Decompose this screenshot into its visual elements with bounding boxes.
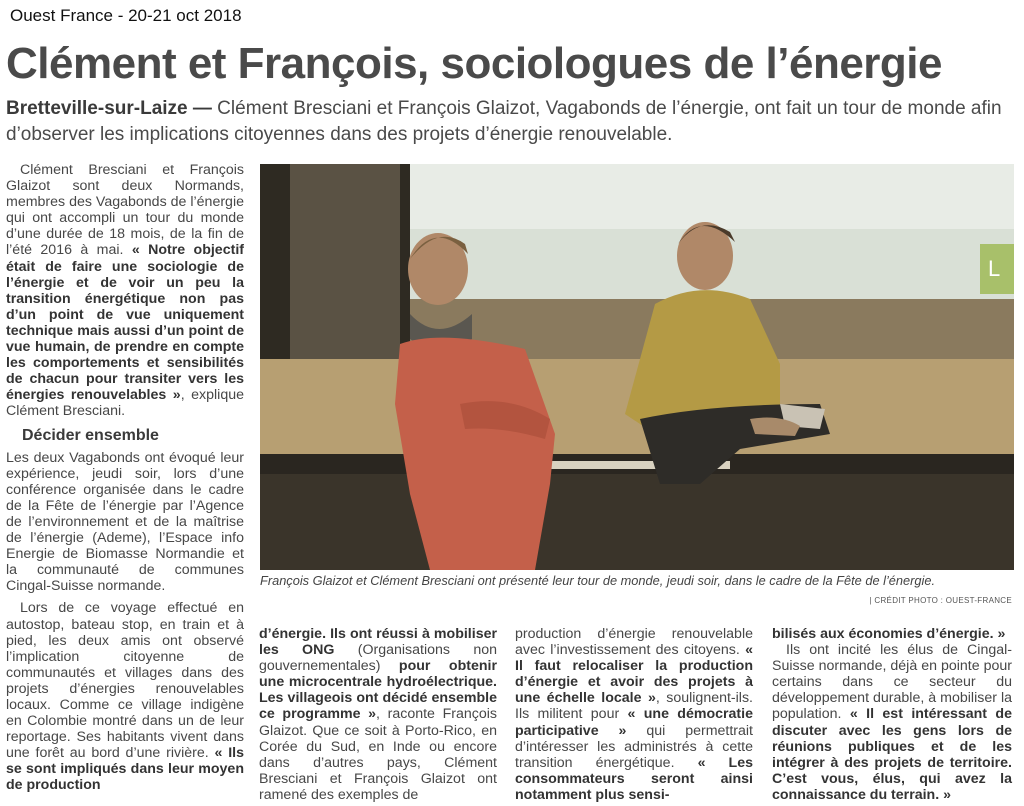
column-2-text (259, 626, 497, 803)
screen-letter: L (988, 256, 1001, 281)
article-column-4 (772, 626, 1012, 803)
lede-text: Clément Bresciani et François Glaizot, Vagabonds de l’énergie, ont fait un tour de monde afin d’observer les implications citoyennes dans des projets d’énergie renouvelable. (6, 98, 1002, 145)
photo-two-speakers (260, 164, 1014, 570)
article-photo (260, 164, 1014, 570)
col4-bold-a: bilisés aux économies d’énergie. » (772, 626, 1006, 642)
photo-credit: | CRÉDIT PHOTO : OUEST-FRANCE (869, 596, 1012, 605)
column-4-end-quote (772, 626, 1012, 642)
col2-bold-c: pour obtenir une microcentrale hydroélectrique. Les villageois ont décidé ensemble ce programme » (259, 658, 497, 723)
paragraph-voyage (6, 600, 244, 793)
lede (6, 96, 1016, 148)
intro-text: Clément Bresciani et François Glaizot sont deux Normands, membres des Vagabonds de l’énergie qui ont accompli un tour du monde d’une durée de 18 mois, de la fin de l’été 2016 à mai. (6, 162, 244, 259)
intro-quote: « Notre objectif était de faire une sociologie de l’énergie et de voir un peu la transition énergétique non pas d’un point de vue uniquement technique mais aussi d’un point de vue humain, de prendre en compte les comportements et sensibilités de chacun pour transiter vers les énergies renouvelables » (6, 242, 244, 404)
article-column-2 (259, 626, 497, 803)
headline: Clément et François, sociologues de l’énergie (6, 39, 942, 88)
voyage-text: Lors de ce voyage effectué en autostop, bateau stop, en train et à pied, les deux amis ont observé l’implication citoyenne de communautés et villages dans des projets d’énergies renouvelables locaux. Comme ce village indigène en Colombie montré dans un de leur reportage. Ses habitants vivent dans une forêt au bord d’une rivière. (6, 600, 244, 762)
col3-text-e: qui permettrait d’intéresser les administrés à cette transition énergétique. (515, 722, 753, 771)
lede-place: Bretteville-sur-Laize — (6, 98, 212, 119)
photo-caption: François Glaizot et Clément Bresciani ont présenté leur tour de monde, jeudi soir, dans le cadre de la Fête de l’énergie. (260, 573, 936, 588)
newspaper-source: Ouest France - 20-21 oct 2018 (10, 6, 242, 25)
intro-attribution: , explique Clément Bresciani. (6, 387, 245, 420)
col2-text-d: , raconte François Glaizot. Que ce soit à Porto-Rico, en Corée du Sud, en Inde ou encore dans d’autres pays, Clément Bresciani et François Glaizot ont ramené des exemples de (259, 706, 497, 803)
article-column-3 (515, 626, 753, 803)
col2-text-b: (Organisations non gouvernementales) (259, 642, 497, 675)
col4-quote-c: « Il est intéressant de discuter avec les gens lors de réunions publiques et de les intégrer à des projets de territoire. C’est vous, élus, qui avez la connaissance du terrain. » (772, 706, 1012, 803)
paragraph-intro (6, 162, 244, 420)
col3-quote-f: « Les consommateurs seront ainsi notamment plus sensi- (515, 754, 753, 803)
subheading: Décider ensemble (22, 426, 159, 444)
column-3-text (515, 626, 753, 803)
col2-bold-a: d’énergie. Ils ont réussi à mobiliser les ONG (259, 626, 497, 659)
col3-text-c: , soulignent-ils. Ils militent pour (515, 690, 753, 723)
column-4-text (772, 642, 1012, 803)
col3-quote-b: « Il faut relocaliser la production d’énergie et avoir des projets à une échelle locale » (515, 642, 753, 707)
voyage-quote: « Ils se sont impliqués dans leur moyen de production (6, 745, 245, 794)
article-column-1 (6, 162, 244, 794)
col3-quote-d: « une démocratie participative » (515, 706, 753, 739)
paragraph-conference: Les deux Vagabonds ont évoqué leur expérience, jeudi soir, lors d’une conférence organisée dans le cadre de la Fête de l’énergie par l’Agence de l’environnement et de la maîtrise de l’énergie (Ademe), l’Espace info Energie de Biomasse Normandie et la communauté de communes Cingal-Suisse normande. (6, 449, 244, 595)
col4-text-b: Ils ont incité les élus de Cingal-Suisse normande, déjà en pointe pour certains dans ce secteur du développement durable, à mobiliser la population. (772, 642, 1012, 723)
col3-text-a: production d’énergie renouvelable avec l’investissement des citoyens. (515, 626, 753, 659)
